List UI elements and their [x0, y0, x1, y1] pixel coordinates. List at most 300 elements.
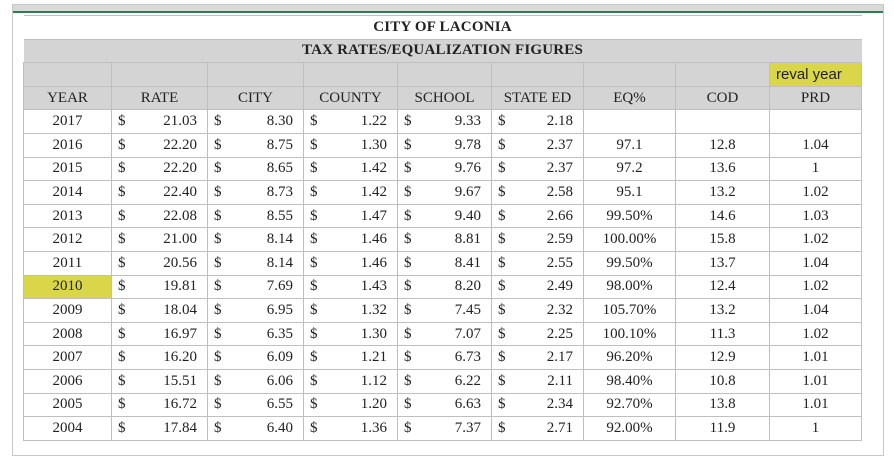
currency-symbol: $: [118, 396, 126, 413]
prd-cell[interactable]: 1.01: [770, 369, 862, 393]
year-cell[interactable]: 2015: [24, 157, 112, 181]
city-cell[interactable]: [208, 228, 304, 252]
header-state-ed[interactable]: STATE ED: [492, 86, 584, 110]
cod-cell[interactable]: 15.8: [676, 228, 770, 252]
cod-cell[interactable]: 13.6: [676, 157, 770, 181]
table-row: [24, 275, 862, 299]
rate-cell[interactable]: [112, 110, 208, 134]
city-value: 6.35: [266, 325, 293, 342]
table-row: [24, 322, 862, 346]
eq-percent-cell[interactable]: 100.00%: [584, 228, 676, 252]
header-cod[interactable]: COD: [676, 86, 770, 110]
cell[interactable]: [208, 63, 304, 87]
currency-symbol: $: [310, 254, 318, 271]
city-value: 8.55: [266, 207, 293, 224]
rate-cell[interactable]: [112, 393, 208, 417]
currency-symbol: $: [310, 183, 318, 200]
currency-symbol: $: [498, 254, 506, 271]
table-row: [24, 228, 862, 252]
tax-rates-table: [23, 15, 862, 441]
eq-percent-cell[interactable]: [584, 110, 676, 134]
school-value: 8.20: [454, 278, 481, 295]
cell[interactable]: [398, 63, 492, 87]
school-value: 9.33: [454, 113, 481, 130]
sheet-title: CITY OF LACONIA: [24, 16, 862, 40]
rate-cell[interactable]: [112, 204, 208, 228]
county-cell[interactable]: [304, 346, 398, 370]
year-cell[interactable]: 2013: [24, 204, 112, 228]
cell[interactable]: [24, 63, 112, 87]
city-value: 8.14: [266, 231, 293, 248]
year-cell[interactable]: 2004: [24, 417, 112, 441]
school-value: 9.76: [454, 160, 481, 177]
currency-symbol: $: [310, 372, 318, 389]
rate-value: 18.04: [163, 301, 197, 318]
currency-symbol: $: [214, 419, 222, 436]
cod-cell[interactable]: 12.9: [676, 346, 770, 370]
rate-cell[interactable]: [112, 417, 208, 441]
county-value: 1.46: [360, 231, 387, 248]
selection-border-line: [13, 11, 883, 13]
city-cell[interactable]: [208, 181, 304, 205]
currency-symbol: $: [498, 372, 506, 389]
school-value: 9.78: [454, 136, 481, 153]
currency-symbol: $: [498, 325, 506, 342]
state-ed-value: 2.37: [546, 160, 573, 177]
prd-cell[interactable]: 1.02: [770, 275, 862, 299]
currency-symbol: $: [214, 278, 222, 295]
school-value: 6.73: [454, 349, 481, 366]
table-row: [24, 417, 862, 441]
state-ed-value: 2.11: [547, 372, 573, 389]
city-cell[interactable]: [208, 133, 304, 157]
cell[interactable]: [112, 63, 208, 87]
county-cell[interactable]: [304, 157, 398, 181]
school-cell[interactable]: [398, 346, 492, 370]
city-value: 6.40: [266, 419, 293, 436]
currency-symbol: $: [310, 325, 318, 342]
currency-symbol: $: [118, 207, 126, 224]
city-value: 8.14: [266, 254, 293, 271]
eq-percent-cell[interactable]: 100.10%: [584, 322, 676, 346]
subtitle-row: [24, 39, 862, 63]
currency-symbol: $: [118, 349, 126, 366]
rate-cell[interactable]: [112, 133, 208, 157]
state-ed-cell[interactable]: [492, 393, 584, 417]
header-county[interactable]: COUNTY: [304, 86, 398, 110]
currency-symbol: $: [404, 254, 412, 271]
county-value: 1.21: [360, 349, 387, 366]
county-cell[interactable]: [304, 393, 398, 417]
currency-symbol: $: [310, 278, 318, 295]
cell[interactable]: [676, 63, 770, 87]
prd-cell[interactable]: 1.04: [770, 251, 862, 275]
currency-symbol: $: [118, 254, 126, 271]
cod-cell[interactable]: 13.7: [676, 251, 770, 275]
cod-cell[interactable]: 13.8: [676, 393, 770, 417]
year-cell[interactable]: 2005: [24, 393, 112, 417]
city-cell[interactable]: [208, 346, 304, 370]
school-value: 8.81: [454, 231, 481, 248]
eq-percent-cell[interactable]: 99.50%: [584, 204, 676, 228]
state-ed-value: 2.66: [546, 207, 573, 224]
currency-symbol: $: [310, 419, 318, 436]
currency-symbol: $: [214, 183, 222, 200]
school-cell[interactable]: [398, 322, 492, 346]
cod-cell[interactable]: 12.4: [676, 275, 770, 299]
currency-symbol: $: [214, 207, 222, 224]
rate-value: 16.97: [163, 325, 197, 342]
data-rows: [24, 110, 862, 440]
cod-cell[interactable]: 10.8: [676, 369, 770, 393]
currency-symbol: $: [214, 325, 222, 342]
city-cell[interactable]: [208, 299, 304, 323]
county-cell[interactable]: [304, 322, 398, 346]
county-value: 1.42: [360, 160, 387, 177]
year-cell[interactable]: 2006: [24, 369, 112, 393]
rate-cell[interactable]: [112, 299, 208, 323]
rate-value: 21.03: [163, 113, 197, 130]
school-cell[interactable]: [398, 228, 492, 252]
currency-symbol: $: [118, 301, 126, 318]
currency-symbol: $: [404, 372, 412, 389]
table-row: [24, 369, 862, 393]
school-cell[interactable]: [398, 417, 492, 441]
school-value: 9.40: [454, 207, 481, 224]
cod-cell[interactable]: 13.2: [676, 299, 770, 323]
header-city[interactable]: CITY: [208, 86, 304, 110]
eq-percent-cell[interactable]: 92.70%: [584, 393, 676, 417]
spacer-row: [24, 63, 862, 87]
county-cell[interactable]: [304, 275, 398, 299]
school-cell[interactable]: [398, 181, 492, 205]
table-row: [24, 299, 862, 323]
currency-symbol: $: [498, 231, 506, 248]
county-value: 1.47: [360, 207, 387, 224]
school-cell[interactable]: [398, 133, 492, 157]
county-cell[interactable]: [304, 369, 398, 393]
school-cell[interactable]: [398, 157, 492, 181]
currency-symbol: $: [310, 136, 318, 153]
currency-symbol: $: [310, 207, 318, 224]
currency-symbol: $: [404, 136, 412, 153]
state-ed-value: 2.55: [546, 254, 573, 271]
currency-symbol: $: [310, 396, 318, 413]
header-row: [24, 86, 862, 110]
county-cell[interactable]: [304, 299, 398, 323]
table-row: [24, 393, 862, 417]
currency-symbol: $: [404, 396, 412, 413]
prd-cell[interactable]: 1.02: [770, 228, 862, 252]
rate-value: 15.51: [163, 372, 197, 389]
rate-value: 16.20: [163, 349, 197, 366]
spreadsheet-frame: [12, 4, 884, 456]
prd-cell[interactable]: 1.04: [770, 133, 862, 157]
state-ed-value: 2.32: [546, 301, 573, 318]
table-row: [24, 346, 862, 370]
currency-symbol: $: [498, 349, 506, 366]
cod-cell[interactable]: 11.9: [676, 417, 770, 441]
table-row: [24, 133, 862, 157]
title-row: [24, 16, 862, 40]
state-ed-value: 2.34: [546, 396, 573, 413]
currency-symbol: $: [214, 136, 222, 153]
county-value: 1.36: [360, 419, 387, 436]
year-cell[interactable]: 2010: [24, 275, 112, 299]
city-value: 6.55: [266, 396, 293, 413]
year-cell[interactable]: 2011: [24, 251, 112, 275]
city-value: 6.95: [266, 301, 293, 318]
state-ed-cell[interactable]: [492, 110, 584, 134]
state-ed-cell[interactable]: [492, 133, 584, 157]
currency-symbol: $: [404, 113, 412, 130]
eq-percent-cell[interactable]: 97.1: [584, 133, 676, 157]
rate-value: 17.84: [163, 419, 197, 436]
rate-value: 20.56: [163, 254, 197, 271]
state-ed-value: 2.18: [546, 113, 573, 130]
currency-symbol: $: [498, 136, 506, 153]
school-cell[interactable]: [398, 251, 492, 275]
cell[interactable]: [584, 63, 676, 87]
rate-cell[interactable]: [112, 181, 208, 205]
city-value: 8.73: [266, 183, 293, 200]
currency-symbol: $: [118, 231, 126, 248]
state-ed-cell[interactable]: [492, 346, 584, 370]
currency-symbol: $: [214, 396, 222, 413]
city-cell[interactable]: [208, 110, 304, 134]
school-value: 8.41: [454, 254, 481, 271]
cod-cell[interactable]: [676, 110, 770, 134]
year-cell[interactable]: 2008: [24, 322, 112, 346]
county-value: 1.20: [360, 396, 387, 413]
currency-symbol: $: [498, 183, 506, 200]
prd-cell[interactable]: 1.02: [770, 322, 862, 346]
prd-cell[interactable]: 1.02: [770, 181, 862, 205]
county-cell[interactable]: [304, 417, 398, 441]
cod-cell[interactable]: 11.3: [676, 322, 770, 346]
county-value: 1.32: [360, 301, 387, 318]
state-ed-cell[interactable]: [492, 228, 584, 252]
county-cell[interactable]: [304, 133, 398, 157]
school-cell[interactable]: [398, 393, 492, 417]
currency-symbol: $: [404, 278, 412, 295]
currency-symbol: $: [214, 349, 222, 366]
state-ed-value: 2.17: [546, 349, 573, 366]
sheet-subtitle: TAX RATES/EQUALIZATION FIGURES: [24, 39, 862, 63]
state-ed-value: 2.59: [546, 231, 573, 248]
state-ed-cell[interactable]: [492, 299, 584, 323]
school-value: 6.22: [454, 372, 481, 389]
currency-symbol: $: [118, 419, 126, 436]
currency-symbol: $: [214, 372, 222, 389]
state-ed-value: 2.37: [546, 136, 573, 153]
rate-cell[interactable]: [112, 322, 208, 346]
school-value: 7.07: [454, 325, 481, 342]
header-rate[interactable]: RATE: [112, 86, 208, 110]
school-cell[interactable]: [398, 275, 492, 299]
currency-symbol: $: [118, 278, 126, 295]
currency-symbol: $: [498, 113, 506, 130]
city-cell[interactable]: [208, 251, 304, 275]
county-cell[interactable]: [304, 181, 398, 205]
school-cell[interactable]: [398, 110, 492, 134]
currency-symbol: $: [214, 231, 222, 248]
county-cell[interactable]: [304, 228, 398, 252]
table-row: [24, 110, 862, 134]
rate-cell[interactable]: [112, 251, 208, 275]
city-cell[interactable]: [208, 157, 304, 181]
prd-cell[interactable]: 1.01: [770, 393, 862, 417]
currency-symbol: $: [214, 254, 222, 271]
school-value: 7.45: [454, 301, 481, 318]
prd-cell[interactable]: [770, 110, 862, 134]
table-row: [24, 181, 862, 205]
currency-symbol: $: [404, 419, 412, 436]
state-ed-value: 2.25: [546, 325, 573, 342]
currency-symbol: $: [310, 113, 318, 130]
rate-value: 22.08: [163, 207, 197, 224]
currency-symbol: $: [118, 136, 126, 153]
city-cell[interactable]: [208, 417, 304, 441]
county-cell[interactable]: [304, 110, 398, 134]
currency-symbol: $: [404, 160, 412, 177]
currency-symbol: $: [498, 301, 506, 318]
county-value: 1.30: [360, 136, 387, 153]
currency-symbol: $: [310, 349, 318, 366]
city-value: 6.09: [266, 349, 293, 366]
cod-cell[interactable]: 14.6: [676, 204, 770, 228]
cell[interactable]: [492, 63, 584, 87]
currency-symbol: $: [214, 113, 222, 130]
state-ed-value: 2.49: [546, 278, 573, 295]
prd-cell[interactable]: 1.04: [770, 299, 862, 323]
currency-symbol: $: [310, 160, 318, 177]
rate-cell[interactable]: [112, 228, 208, 252]
city-cell[interactable]: [208, 275, 304, 299]
school-cell[interactable]: [398, 299, 492, 323]
rate-cell[interactable]: [112, 275, 208, 299]
city-cell[interactable]: [208, 369, 304, 393]
prd-cell[interactable]: 1.01: [770, 346, 862, 370]
state-ed-cell[interactable]: [492, 204, 584, 228]
state-ed-cell[interactable]: [492, 157, 584, 181]
rate-value: 22.20: [163, 136, 197, 153]
header-year[interactable]: YEAR: [24, 86, 112, 110]
eq-percent-cell[interactable]: 98.40%: [584, 369, 676, 393]
eq-percent-cell[interactable]: 97.2: [584, 157, 676, 181]
currency-symbol: $: [498, 419, 506, 436]
table-row: [24, 204, 862, 228]
rate-cell[interactable]: [112, 369, 208, 393]
currency-symbol: $: [118, 325, 126, 342]
currency-symbol: $: [310, 301, 318, 318]
eq-percent-cell[interactable]: 96.20%: [584, 346, 676, 370]
year-cell[interactable]: 2016: [24, 133, 112, 157]
year-cell[interactable]: 2012: [24, 228, 112, 252]
city-cell[interactable]: [208, 393, 304, 417]
city-cell[interactable]: [208, 322, 304, 346]
city-value: 7.69: [266, 278, 293, 295]
state-ed-cell[interactable]: [492, 322, 584, 346]
city-value: 8.75: [266, 136, 293, 153]
currency-symbol: $: [498, 396, 506, 413]
rate-value: 21.00: [163, 231, 197, 248]
currency-symbol: $: [118, 113, 126, 130]
eq-percent-cell[interactable]: 98.00%: [584, 275, 676, 299]
city-value: 8.30: [266, 113, 293, 130]
school-cell[interactable]: [398, 369, 492, 393]
reval-year-label[interactable]: reval year: [770, 63, 862, 87]
county-value: 1.30: [360, 325, 387, 342]
currency-symbol: $: [404, 325, 412, 342]
rate-value: 19.81: [163, 278, 197, 295]
header-eq-percent[interactable]: EQ%: [584, 86, 676, 110]
city-cell[interactable]: [208, 204, 304, 228]
year-cell[interactable]: 2014: [24, 181, 112, 205]
prd-cell[interactable]: 1.03: [770, 204, 862, 228]
state-ed-value: 2.71: [546, 419, 573, 436]
eq-percent-cell[interactable]: 92.00%: [584, 417, 676, 441]
county-value: 1.42: [360, 183, 387, 200]
county-cell[interactable]: [304, 204, 398, 228]
eq-percent-cell[interactable]: 105.70%: [584, 299, 676, 323]
city-value: 8.65: [266, 160, 293, 177]
prd-cell[interactable]: 1: [770, 417, 862, 441]
currency-symbol: $: [118, 372, 126, 389]
cod-cell[interactable]: 13.2: [676, 181, 770, 205]
currency-symbol: $: [498, 207, 506, 224]
header-school[interactable]: SCHOOL: [398, 86, 492, 110]
cod-cell[interactable]: 12.8: [676, 133, 770, 157]
state-ed-cell[interactable]: [492, 251, 584, 275]
state-ed-cell[interactable]: [492, 275, 584, 299]
table-row: [24, 157, 862, 181]
county-value: 1.12: [360, 372, 387, 389]
rate-cell[interactable]: [112, 157, 208, 181]
header-prd[interactable]: PRD: [770, 86, 862, 110]
rate-cell[interactable]: [112, 346, 208, 370]
currency-symbol: $: [118, 183, 126, 200]
currency-symbol: $: [214, 160, 222, 177]
year-cell[interactable]: 2017: [24, 110, 112, 134]
state-ed-value: 2.58: [546, 183, 573, 200]
school-value: 7.37: [454, 419, 481, 436]
rate-value: 22.40: [163, 183, 197, 200]
currency-symbol: $: [404, 207, 412, 224]
currency-symbol: $: [118, 160, 126, 177]
school-cell[interactable]: [398, 204, 492, 228]
cell[interactable]: [304, 63, 398, 87]
prd-cell[interactable]: 1: [770, 157, 862, 181]
county-cell[interactable]: [304, 251, 398, 275]
state-ed-cell[interactable]: [492, 369, 584, 393]
school-value: 6.63: [454, 396, 481, 413]
currency-symbol: $: [404, 301, 412, 318]
currency-symbol: $: [498, 278, 506, 295]
year-cell[interactable]: 2007: [24, 346, 112, 370]
currency-symbol: $: [404, 231, 412, 248]
state-ed-cell[interactable]: [492, 417, 584, 441]
currency-symbol: $: [404, 349, 412, 366]
rate-value: 16.72: [163, 396, 197, 413]
city-value: 6.06: [266, 372, 293, 389]
county-value: 1.46: [360, 254, 387, 271]
currency-symbol: $: [498, 160, 506, 177]
eq-percent-cell[interactable]: 99.50%: [584, 251, 676, 275]
year-cell[interactable]: 2009: [24, 299, 112, 323]
state-ed-cell[interactable]: [492, 181, 584, 205]
eq-percent-cell[interactable]: 95.1: [584, 181, 676, 205]
